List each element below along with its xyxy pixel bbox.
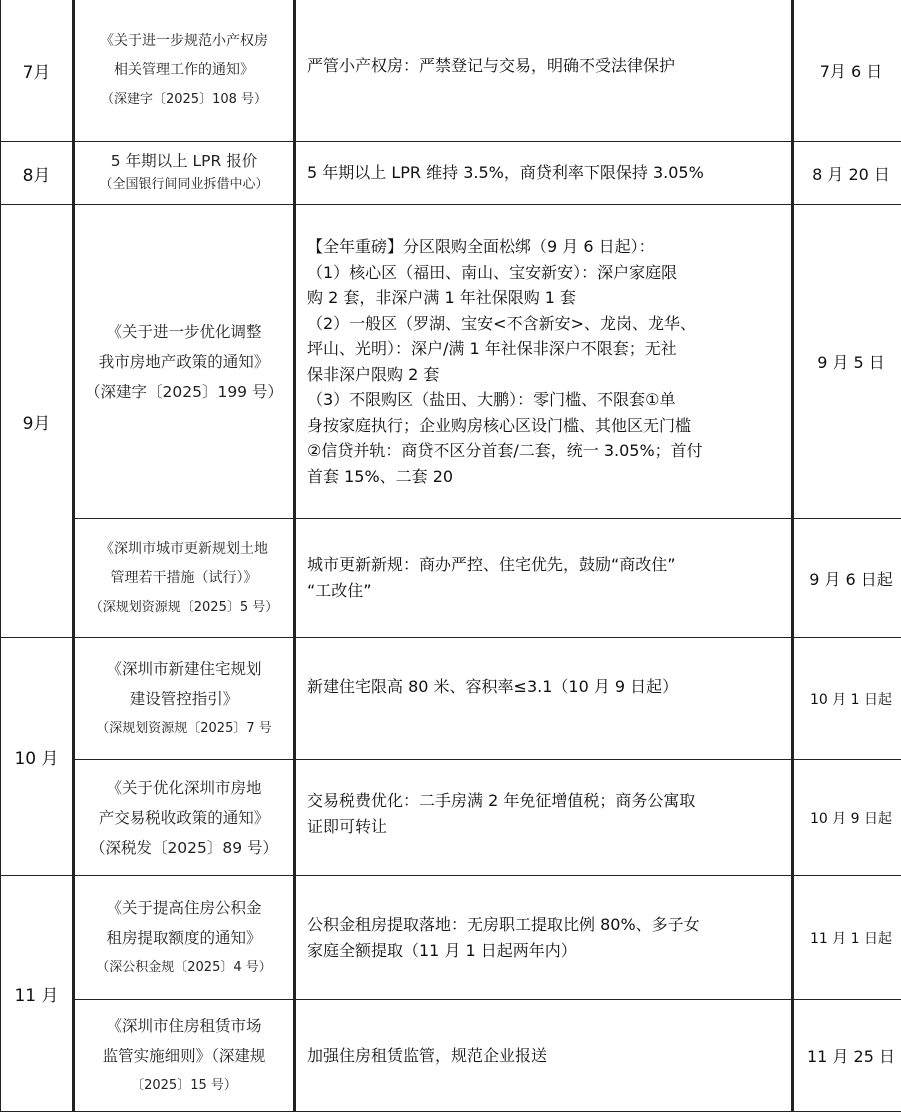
content-cell (295, 0, 793, 142)
content-line: “工改住” (307, 578, 781, 604)
table-row (1, 876, 901, 1000)
document-title (75, 773, 293, 863)
date-cell: 10 月 9 日起 (793, 760, 901, 876)
month-cell: 7月 (1, 0, 74, 142)
content-cell (295, 638, 793, 760)
content-cell (295, 876, 793, 1000)
document-line: （全国银行间同业拆借中心） (75, 173, 293, 197)
table-row (1, 760, 901, 876)
document-line: 管理若干措施（试行）》 (75, 564, 293, 593)
document-line: 《深圳市城市更新规划土地 (75, 535, 293, 564)
content-line: 首套 15%、二套 20 (307, 464, 781, 490)
document-line: 《深圳市新建住宅规划 (75, 654, 293, 684)
document-line: 《关于进一步优化调整 (75, 317, 293, 347)
policy-content (296, 912, 791, 964)
content-line: 交易税费优化：二手房满 2 年免征增值税；商务公寓取 (307, 788, 781, 814)
date-cell: 9 月 6 日起 (793, 519, 901, 638)
document-cell (74, 142, 295, 205)
date-cell: 9 月 5 日 (793, 205, 901, 519)
document-line: 《关于进一步规范小产权房 (75, 27, 293, 56)
content-line: 证即可转让 (307, 814, 781, 840)
date-cell: 7月 6 日 (793, 0, 901, 142)
document-title (75, 317, 293, 407)
content-line: （2）一般区（罗湖、宝安<不含新安>、龙岗、龙华、 (307, 311, 781, 337)
policy-content (296, 788, 791, 840)
table-row (1, 519, 901, 638)
document-line: （深税发〔2025〕89 号） (75, 833, 293, 863)
document-line: 5 年期以上 LPR 报价 (75, 149, 293, 173)
document-line: （深建字〔2025〕108 号） (75, 85, 293, 114)
document-cell (74, 876, 295, 1000)
document-title (75, 27, 293, 114)
content-line: 购 2 套，非深户满 1 年社保限购 1 套 (307, 285, 781, 311)
content-cell (295, 760, 793, 876)
content-cell (295, 205, 793, 519)
policy-content: 5 年期以上 LPR 维持 3.5%，商贷利率下限保持 3.05% (296, 160, 791, 186)
document-line: 产交易税收政策的通知》 (75, 803, 293, 833)
document-line: （深建字〔2025〕199 号） (75, 377, 293, 407)
content-cell (295, 1000, 793, 1112)
document-cell (74, 0, 295, 142)
content-line: 保非深户限购 2 套 (307, 362, 781, 388)
document-cell (74, 519, 295, 638)
table-row (1, 638, 901, 760)
document-cell (74, 638, 295, 760)
policy-content: 严管小产权房：严禁登记与交易，明确不受法律保护 (296, 53, 791, 79)
policy-content (296, 552, 791, 604)
month-cell: 8月 (1, 142, 74, 205)
document-line: 租房提取额度的通知》 (75, 923, 293, 953)
document-line: 《关于提高住房公积金 (75, 893, 293, 923)
document-title (75, 149, 293, 197)
month-cell: 11 月 (1, 876, 74, 1112)
document-line: （深规划资源规〔2025〕5 号） (75, 593, 293, 622)
document-line: 相关管理工作的通知》 (75, 56, 293, 85)
document-line: 〔2025〕15 号） (75, 1071, 293, 1101)
table-row (1, 142, 901, 205)
document-line: 《深圳市住房租赁市场 (75, 1011, 293, 1041)
document-line: 建设管控指引》 (75, 684, 293, 714)
document-line: 《关于优化深圳市房地 (75, 773, 293, 803)
table-row (1, 205, 901, 519)
document-line: （深公积金规〔2025〕4 号） (75, 953, 293, 983)
date-cell: 8 月 20 日 (793, 142, 901, 205)
policy-content: 新建住宅限高 80 米、容积率≤3.1（10 月 9 日起） (296, 674, 791, 700)
document-cell (74, 205, 295, 519)
table-row (1, 1000, 901, 1112)
content-line: 坪山、光明）：深户/满 1 年社保非深户不限套；无社 (307, 336, 781, 362)
content-cell (295, 519, 793, 638)
month-cell: 10 月 (1, 638, 74, 876)
content-line: 城市更新新规：商办严控、住宅优先，鼓励“商改住” (307, 552, 781, 578)
content-line: ②信贷并轨：商贷不区分首套/二套，统一 3.05%；首付 (307, 438, 781, 464)
document-cell (74, 1000, 295, 1112)
content-line: 公积金租房提取落地：无房职工提取比例 80%、多子女 (307, 912, 781, 938)
month-cell: 9月 (1, 205, 74, 638)
date-cell: 11 月 25 日 (793, 1000, 901, 1112)
date-cell: 10 月 1 日起 (793, 638, 901, 760)
policy-content: 加强住房租赁监管，规范企业报送 (296, 1043, 791, 1069)
document-title (75, 654, 293, 744)
content-line: （1）核心区（福田、南山、宝安新安）：深户家庭限 (307, 260, 781, 286)
policy-content (296, 234, 791, 489)
document-line: 我市房地产政策的通知》 (75, 347, 293, 377)
document-title (75, 535, 293, 622)
table-row (1, 0, 901, 142)
document-title (75, 893, 293, 983)
content-line: 家庭全额提取（11 月 1 日起两年内） (307, 938, 781, 964)
document-cell (74, 760, 295, 876)
date-cell: 11 月 1 日起 (793, 876, 901, 1000)
content-line: 身按家庭执行；企业购房核心区设门槛、其他区无门槛 (307, 413, 781, 439)
document-line: （深规划资源规〔2025〕7 号 (75, 714, 293, 744)
document-line: 监管实施细则》（深建规 (75, 1041, 293, 1071)
content-cell (295, 142, 793, 205)
document-title (75, 1011, 293, 1101)
content-line: 【全年重磅】分区限购全面松绑（9 月 6 日起）： (307, 234, 781, 260)
content-line: （3）不限购区（盐田、大鹏）：零门槛、不限套①单 (307, 387, 781, 413)
